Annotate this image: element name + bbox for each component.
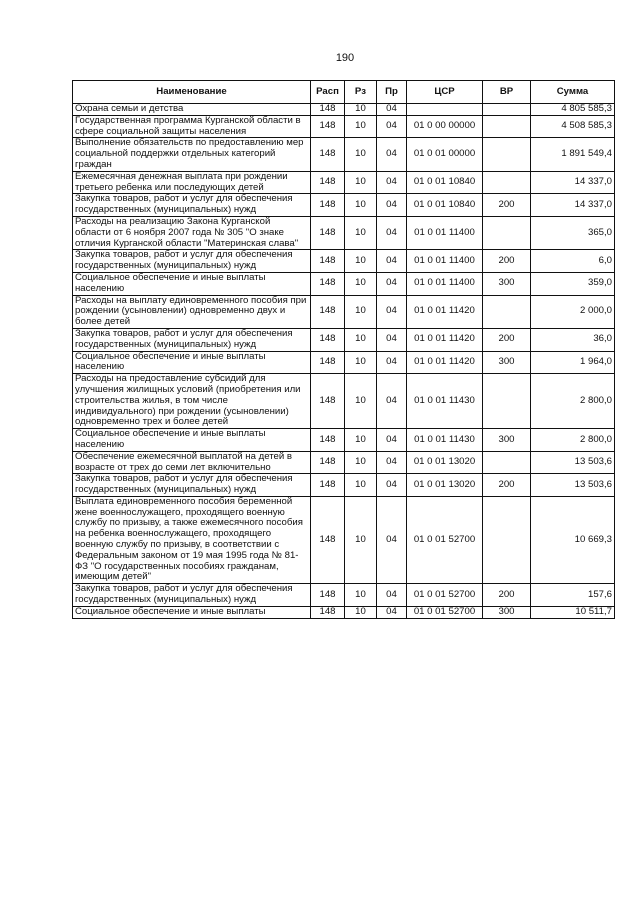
table-row bbox=[73, 138, 615, 171]
table-row bbox=[73, 374, 615, 429]
cell-csr: 01 0 01 13020 bbox=[407, 474, 483, 497]
cell-rz: 10 bbox=[345, 295, 377, 328]
cell-pr: 04 bbox=[377, 374, 407, 429]
cell-vr bbox=[483, 138, 531, 171]
cell-name: Охрана семьи и детства bbox=[73, 104, 311, 116]
cell-rasp: 148 bbox=[311, 250, 345, 273]
cell-vr bbox=[483, 171, 531, 194]
cell-pr: 04 bbox=[377, 216, 407, 249]
table-row bbox=[73, 250, 615, 273]
cell-rz: 10 bbox=[345, 584, 377, 607]
cell-sum: 1 891 549,4 bbox=[531, 138, 615, 171]
cell-rz: 10 bbox=[345, 138, 377, 171]
cell-csr: 01 0 01 10840 bbox=[407, 194, 483, 217]
table-row bbox=[73, 351, 615, 374]
cell-sum: 13 503,6 bbox=[531, 474, 615, 497]
table-row bbox=[73, 474, 615, 497]
cell-sum: 1 964,0 bbox=[531, 351, 615, 374]
cell-pr: 04 bbox=[377, 295, 407, 328]
cell-rz: 10 bbox=[345, 374, 377, 429]
cell-vr: 200 bbox=[483, 250, 531, 273]
cell-pr: 04 bbox=[377, 138, 407, 171]
cell-name: Закупка товаров, работ и услуг для обеспечения государственных (муниципальных) нужд bbox=[73, 328, 311, 351]
cell-sum: 157,6 bbox=[531, 584, 615, 607]
cell-vr: 200 bbox=[483, 328, 531, 351]
table-header bbox=[73, 81, 615, 104]
budget-table bbox=[72, 80, 615, 619]
table-row bbox=[73, 295, 615, 328]
cell-rasp: 148 bbox=[311, 115, 345, 138]
cell-name: Закупка товаров, работ и услуг для обеспечения государственных (муниципальных) нужд bbox=[73, 194, 311, 217]
cell-pr: 04 bbox=[377, 451, 407, 474]
cell-name: Расходы на выплату единовременного пособия при рождении (усыновлении) одновременно двух и более детей bbox=[73, 295, 311, 328]
table-row bbox=[73, 606, 615, 618]
cell-rasp: 148 bbox=[311, 171, 345, 194]
cell-csr: 01 0 01 11400 bbox=[407, 216, 483, 249]
table-row bbox=[73, 328, 615, 351]
cell-pr: 04 bbox=[377, 194, 407, 217]
header-rz: Рз bbox=[345, 81, 377, 104]
cell-name: Социальное обеспечение и иные выплаты населению bbox=[73, 351, 311, 374]
cell-csr: 01 0 00 00000 bbox=[407, 115, 483, 138]
cell-csr: 01 0 01 11430 bbox=[407, 374, 483, 429]
table-row bbox=[73, 429, 615, 452]
cell-rasp: 148 bbox=[311, 474, 345, 497]
cell-csr: 01 0 01 52700 bbox=[407, 584, 483, 607]
cell-csr: 01 0 01 11400 bbox=[407, 272, 483, 295]
cell-rasp: 148 bbox=[311, 194, 345, 217]
cell-pr: 04 bbox=[377, 115, 407, 138]
header-rasp: Расп bbox=[311, 81, 345, 104]
cell-sum: 4 805 585,3 bbox=[531, 104, 615, 116]
cell-rz: 10 bbox=[345, 250, 377, 273]
table-row bbox=[73, 194, 615, 217]
cell-csr: 01 0 01 10840 bbox=[407, 171, 483, 194]
cell-sum: 14 337,0 bbox=[531, 194, 615, 217]
cell-rasp: 148 bbox=[311, 104, 345, 116]
cell-pr: 04 bbox=[377, 328, 407, 351]
cell-rz: 10 bbox=[345, 272, 377, 295]
cell-name: Государственная программа Курганской области в сфере социальной защиты населения bbox=[73, 115, 311, 138]
table-row bbox=[73, 115, 615, 138]
cell-sum: 359,0 bbox=[531, 272, 615, 295]
cell-rz: 10 bbox=[345, 474, 377, 497]
cell-csr: 01 0 01 11420 bbox=[407, 351, 483, 374]
cell-name: Закупка товаров, работ и услуг для обеспечения государственных (муниципальных) нужд bbox=[73, 474, 311, 497]
cell-sum: 36,0 bbox=[531, 328, 615, 351]
cell-rz: 10 bbox=[345, 115, 377, 138]
cell-name: Социальное обеспечение и иные выплаты населению bbox=[73, 429, 311, 452]
cell-pr: 04 bbox=[377, 104, 407, 116]
cell-sum: 14 337,0 bbox=[531, 171, 615, 194]
cell-rz: 10 bbox=[345, 194, 377, 217]
cell-pr: 04 bbox=[377, 351, 407, 374]
cell-vr bbox=[483, 104, 531, 116]
cell-pr: 04 bbox=[377, 606, 407, 618]
cell-name: Обеспечение ежемесячной выплатой на детей в возрасте от трех до семи лет включительно bbox=[73, 451, 311, 474]
cell-rz: 10 bbox=[345, 606, 377, 618]
header-sum: Сумма bbox=[531, 81, 615, 104]
cell-rasp: 148 bbox=[311, 451, 345, 474]
table-row bbox=[73, 104, 615, 116]
table-row bbox=[73, 451, 615, 474]
cell-sum: 365,0 bbox=[531, 216, 615, 249]
cell-vr: 200 bbox=[483, 474, 531, 497]
cell-rz: 10 bbox=[345, 429, 377, 452]
cell-rz: 10 bbox=[345, 351, 377, 374]
cell-sum: 13 503,6 bbox=[531, 451, 615, 474]
cell-name: Выполнение обязательств по предоставлению мер социальной поддержки отдельных категорий граждан bbox=[73, 138, 311, 171]
cell-pr: 04 bbox=[377, 250, 407, 273]
cell-name: Расходы на реализацию Закона Курганской области от 6 ноября 2007 года № 305 "О знаке отличия Курганской области "Материнская слава" bbox=[73, 216, 311, 249]
cell-rasp: 148 bbox=[311, 328, 345, 351]
cell-rasp: 148 bbox=[311, 496, 345, 583]
cell-sum: 6,0 bbox=[531, 250, 615, 273]
cell-pr: 04 bbox=[377, 474, 407, 497]
cell-pr: 04 bbox=[377, 496, 407, 583]
header-name: Наименование bbox=[73, 81, 311, 104]
cell-rz: 10 bbox=[345, 451, 377, 474]
cell-rasp: 148 bbox=[311, 606, 345, 618]
cell-name: Закупка товаров, работ и услуг для обеспечения государственных (муниципальных) нужд bbox=[73, 250, 311, 273]
cell-sum: 4 508 585,3 bbox=[531, 115, 615, 138]
cell-vr: 300 bbox=[483, 351, 531, 374]
cell-rasp: 148 bbox=[311, 216, 345, 249]
table-body bbox=[73, 104, 615, 619]
cell-name: Закупка товаров, работ и услуг для обеспечения государственных (муниципальных) нужд bbox=[73, 584, 311, 607]
cell-vr bbox=[483, 451, 531, 474]
cell-csr: 01 0 01 00000 bbox=[407, 138, 483, 171]
cell-csr: 01 0 01 11400 bbox=[407, 250, 483, 273]
cell-rz: 10 bbox=[345, 104, 377, 116]
cell-vr bbox=[483, 374, 531, 429]
cell-name: Выплата единовременного пособия беременной жене военнослужащего, проходящего военную службу по призыву, а также ежемесячного пособия на ребенка военнослужащего, проходящего военную службу по призыву, в соответствии с Федеральным законом от 19 мая 1995 года № 81-ФЗ "О государственных пособиях гражданам, имеющим детей" bbox=[73, 496, 311, 583]
cell-vr bbox=[483, 216, 531, 249]
table-row bbox=[73, 272, 615, 295]
cell-rasp: 148 bbox=[311, 584, 345, 607]
cell-sum: 2 000,0 bbox=[531, 295, 615, 328]
cell-rz: 10 bbox=[345, 328, 377, 351]
cell-csr bbox=[407, 104, 483, 116]
table-row bbox=[73, 584, 615, 607]
cell-vr: 200 bbox=[483, 194, 531, 217]
cell-rasp: 148 bbox=[311, 295, 345, 328]
cell-csr: 01 0 01 11420 bbox=[407, 328, 483, 351]
cell-name: Социальное обеспечение и иные выплаты населению bbox=[73, 272, 311, 295]
cell-rasp: 148 bbox=[311, 138, 345, 171]
cell-csr: 01 0 01 52700 bbox=[407, 496, 483, 583]
cell-pr: 04 bbox=[377, 272, 407, 295]
cell-csr: 01 0 01 52700 bbox=[407, 606, 483, 618]
cell-sum: 10 669,3 bbox=[531, 496, 615, 583]
cell-pr: 04 bbox=[377, 171, 407, 194]
table-row bbox=[73, 496, 615, 583]
header-row bbox=[73, 81, 615, 104]
cell-csr: 01 0 01 13020 bbox=[407, 451, 483, 474]
cell-vr: 300 bbox=[483, 429, 531, 452]
cell-pr: 04 bbox=[377, 429, 407, 452]
cell-sum: 2 800,0 bbox=[531, 374, 615, 429]
cell-rasp: 148 bbox=[311, 351, 345, 374]
cell-vr: 200 bbox=[483, 584, 531, 607]
cell-rasp: 148 bbox=[311, 429, 345, 452]
cell-name: Социальное обеспечение и иные выплаты bbox=[73, 606, 311, 618]
cell-sum: 10 511,7 bbox=[531, 606, 615, 618]
cell-sum: 2 800,0 bbox=[531, 429, 615, 452]
header-vr: ВР bbox=[483, 81, 531, 104]
cell-rz: 10 bbox=[345, 496, 377, 583]
cell-rz: 10 bbox=[345, 216, 377, 249]
cell-rz: 10 bbox=[345, 171, 377, 194]
header-pr: Пр bbox=[377, 81, 407, 104]
cell-name: Расходы на предоставление субсидий для улучшения жилищных условий (приобретения или строительства жилья, в том числе индивидуального) при рождении (усыновлении) одновременно трех и более детей bbox=[73, 374, 311, 429]
header-csr: ЦСР bbox=[407, 81, 483, 104]
table-row bbox=[73, 171, 615, 194]
cell-rasp: 148 bbox=[311, 272, 345, 295]
cell-vr: 300 bbox=[483, 606, 531, 618]
cell-name: Ежемесячная денежная выплата при рождении третьего ребенка или последующих детей bbox=[73, 171, 311, 194]
cell-vr bbox=[483, 496, 531, 583]
cell-rasp: 148 bbox=[311, 374, 345, 429]
table-row bbox=[73, 216, 615, 249]
cell-pr: 04 bbox=[377, 584, 407, 607]
cell-csr: 01 0 01 11430 bbox=[407, 429, 483, 452]
page-number: 190 bbox=[335, 52, 355, 64]
cell-vr: 300 bbox=[483, 272, 531, 295]
cell-csr: 01 0 01 11420 bbox=[407, 295, 483, 328]
cell-vr bbox=[483, 295, 531, 328]
cell-vr bbox=[483, 115, 531, 138]
